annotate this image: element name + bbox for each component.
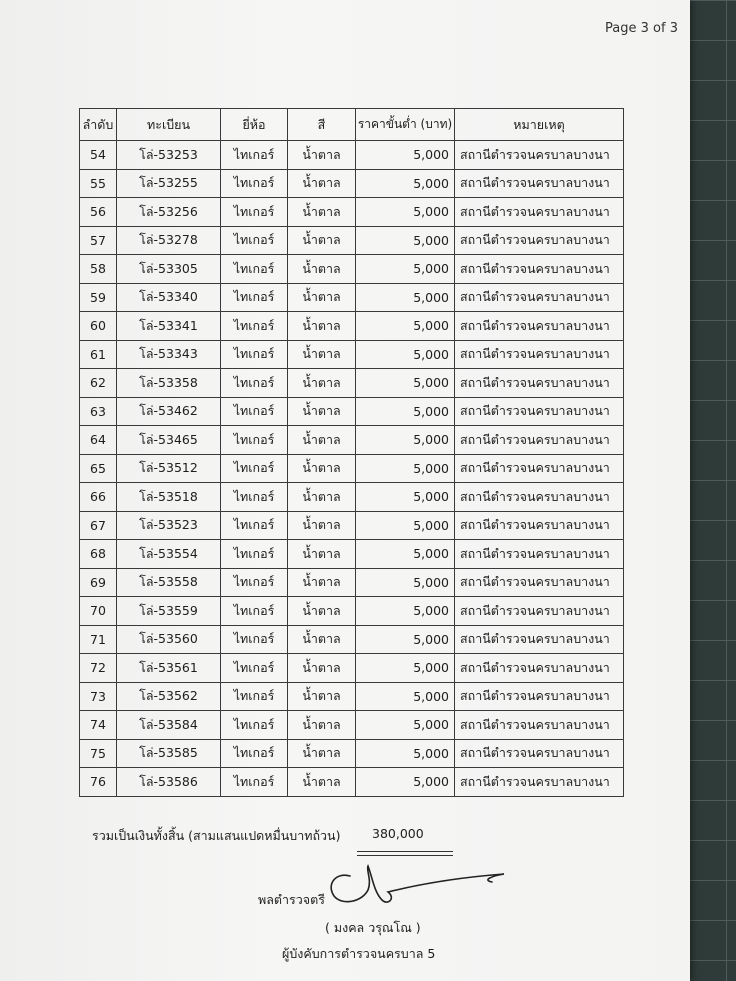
header-min-price: ราคาขั้นต่ำ (บาท) [356,109,455,141]
cell-number: 64 [80,426,117,455]
header-number: ลำดับ [80,109,117,141]
table-header-row [80,109,624,141]
cell-remark: สถานีตำรวจนครบาลบางนา [455,283,624,312]
table-row [80,711,624,740]
total-label: รวมเป็นเงินทั้งสิ้น (สามแสนแปดหมื่นบาทถ้วน) [92,828,341,843]
cell-min-price: 5,000 [356,198,455,227]
cell-remark: สถานีตำรวจนครบาลบางนา [455,711,624,740]
cell-number: 67 [80,511,117,540]
cell-color: น้ำตาล [288,711,356,740]
table-row [80,682,624,711]
table-row [80,654,624,683]
cell-number: 73 [80,682,117,711]
cell-color: น้ำตาล [288,426,356,455]
cell-number: 58 [80,255,117,284]
cell-remark: สถานีตำรวจนครบาลบางนา [455,540,624,569]
cell-remark: สถานีตำรวจนครบาลบางนา [455,369,624,398]
signer-position: ผู้บังคับการตำรวจนครบาล 5 [282,946,436,961]
header-color: สี [288,109,356,141]
cell-brand: ไทเกอร์ [221,682,288,711]
table-body [80,141,624,797]
cell-brand: ไทเกอร์ [221,255,288,284]
cell-brand: ไทเกอร์ [221,141,288,170]
cell-plate: โล่-53585 [117,739,221,768]
cell-plate: โล่-53341 [117,312,221,341]
cell-plate: โล่-53340 [117,283,221,312]
table-row [80,312,624,341]
cell-plate: โล่-53278 [117,226,221,255]
table-row [80,283,624,312]
cell-brand: ไทเกอร์ [221,397,288,426]
cell-brand: ไทเกอร์ [221,540,288,569]
table-row [80,568,624,597]
table-row [80,340,624,369]
cell-brand: ไทเกอร์ [221,454,288,483]
cell-min-price: 5,000 [356,340,455,369]
cell-brand: ไทเกอร์ [221,739,288,768]
cell-plate: โล่-53523 [117,511,221,540]
cell-number: 75 [80,739,117,768]
cell-remark: สถานีตำรวจนครบาลบางนา [455,397,624,426]
cell-min-price: 5,000 [356,226,455,255]
cell-color: น้ำตาล [288,226,356,255]
table-row [80,597,624,626]
cell-brand: ไทเกอร์ [221,568,288,597]
cell-remark: สถานีตำรวจนครบาลบางนา [455,511,624,540]
cell-number: 68 [80,540,117,569]
cell-min-price: 5,000 [356,597,455,626]
table-row [80,198,624,227]
cell-min-price: 5,000 [356,711,455,740]
cell-min-price: 5,000 [356,739,455,768]
page-number: Page 3 of 3 [605,21,678,36]
cell-remark: สถานีตำรวจนครบาลบางนา [455,597,624,626]
cell-number: 59 [80,283,117,312]
cell-min-price: 5,000 [356,369,455,398]
cell-brand: ไทเกอร์ [221,169,288,198]
cell-number: 69 [80,568,117,597]
cell-color: น้ำตาล [288,369,356,398]
cell-color: น้ำตาล [288,283,356,312]
cell-color: น้ำตาล [288,768,356,797]
cell-brand: ไทเกอร์ [221,654,288,683]
cell-min-price: 5,000 [356,654,455,683]
cell-min-price: 5,000 [356,426,455,455]
table-row [80,426,624,455]
cell-remark: สถานีตำรวจนครบาลบางนา [455,255,624,284]
table-row [80,226,624,255]
cell-plate: โล่-53255 [117,169,221,198]
cell-remark: สถานีตำรวจนครบาลบางนา [455,198,624,227]
cutting-mat-background [686,0,736,981]
header-plate: ทะเบียน [117,109,221,141]
cell-remark: สถานีตำรวจนครบาลบางนา [455,682,624,711]
table-row [80,169,624,198]
cell-color: น้ำตาล [288,454,356,483]
cell-color: น้ำตาล [288,397,356,426]
vehicle-table [79,108,624,797]
cell-color: น้ำตาล [288,255,356,284]
cell-plate: โล่-53554 [117,540,221,569]
cell-min-price: 5,000 [356,397,455,426]
cell-plate: โล่-53256 [117,198,221,227]
cell-color: น้ำตาล [288,540,356,569]
table-row [80,540,624,569]
cell-color: น้ำตาล [288,312,356,341]
cell-remark: สถานีตำรวจนครบาลบางนา [455,426,624,455]
cell-color: น้ำตาล [288,198,356,227]
cell-plate: โล่-53584 [117,711,221,740]
cell-color: น้ำตาล [288,739,356,768]
cell-min-price: 5,000 [356,255,455,284]
cell-color: น้ำตาล [288,483,356,512]
cell-number: 76 [80,768,117,797]
cell-plate: โล่-53462 [117,397,221,426]
cell-number: 54 [80,141,117,170]
cell-brand: ไทเกอร์ [221,625,288,654]
cell-number: 70 [80,597,117,626]
cell-min-price: 5,000 [356,483,455,512]
cell-remark: สถานีตำรวจนครบาลบางนา [455,739,624,768]
cell-min-price: 5,000 [356,768,455,797]
cell-color: น้ำตาล [288,568,356,597]
signer-name: ( มงคล วรุณโณ ) [325,920,421,935]
cell-min-price: 5,000 [356,169,455,198]
cell-remark: สถานีตำรวจนครบาลบางนา [455,340,624,369]
cell-number: 72 [80,654,117,683]
cell-color: น้ำตาล [288,625,356,654]
cell-color: น้ำตาล [288,511,356,540]
cell-color: น้ำตาล [288,682,356,711]
table-row [80,511,624,540]
cell-plate: โล่-53560 [117,625,221,654]
cell-plate: โล่-53559 [117,597,221,626]
table-row [80,369,624,398]
cell-remark: สถานีตำรวจนครบาลบางนา [455,625,624,654]
cell-color: น้ำตาล [288,597,356,626]
cell-plate: โล่-53512 [117,454,221,483]
cell-min-price: 5,000 [356,568,455,597]
cell-brand: ไทเกอร์ [221,483,288,512]
cell-plate: โล่-53465 [117,426,221,455]
table-row [80,739,624,768]
cell-plate: โล่-53343 [117,340,221,369]
cell-number: 62 [80,369,117,398]
cell-number: 66 [80,483,117,512]
table-row [80,397,624,426]
table-row [80,483,624,512]
header-remark: หมายเหตุ [455,109,624,141]
cell-plate: โล่-53358 [117,369,221,398]
cell-min-price: 5,000 [356,540,455,569]
cell-remark: สถานีตำรวจนครบาลบางนา [455,169,624,198]
cell-brand: ไทเกอร์ [221,511,288,540]
table-row [80,625,624,654]
cell-number: 71 [80,625,117,654]
cell-min-price: 5,000 [356,141,455,170]
cell-min-price: 5,000 [356,625,455,654]
cell-color: น้ำตาล [288,340,356,369]
cell-number: 65 [80,454,117,483]
cell-brand: ไทเกอร์ [221,312,288,341]
table-row [80,454,624,483]
cell-number: 60 [80,312,117,341]
cell-remark: สถานีตำรวจนครบาลบางนา [455,654,624,683]
cell-remark: สถานีตำรวจนครบาลบางนา [455,568,624,597]
cell-plate: โล่-53518 [117,483,221,512]
cell-plate: โล่-53305 [117,255,221,284]
cell-brand: ไทเกอร์ [221,226,288,255]
cell-min-price: 5,000 [356,312,455,341]
cell-plate: โล่-53253 [117,141,221,170]
double-underline [357,851,453,856]
cell-min-price: 5,000 [356,511,455,540]
cell-remark: สถานีตำรวจนครบาลบางนา [455,226,624,255]
cell-plate: โล่-53558 [117,568,221,597]
cell-min-price: 5,000 [356,682,455,711]
cell-color: น้ำตาล [288,141,356,170]
cell-remark: สถานีตำรวจนครบาลบางนา [455,454,624,483]
cell-min-price: 5,000 [356,454,455,483]
cell-plate: โล่-53561 [117,654,221,683]
header-brand: ยี่ห้อ [221,109,288,141]
cell-color: น้ำตาล [288,654,356,683]
cell-brand: ไทเกอร์ [221,426,288,455]
table-row [80,141,624,170]
cell-number: 74 [80,711,117,740]
cell-min-price: 5,000 [356,283,455,312]
cell-brand: ไทเกอร์ [221,768,288,797]
cell-number: 56 [80,198,117,227]
cell-plate: โล่-53562 [117,682,221,711]
total-amount: 380,000 [372,826,424,841]
cell-brand: ไทเกอร์ [221,283,288,312]
cell-number: 61 [80,340,117,369]
cell-brand: ไทเกอร์ [221,340,288,369]
cell-number: 55 [80,169,117,198]
cell-brand: ไทเกอร์ [221,369,288,398]
cell-brand: ไทเกอร์ [221,711,288,740]
cell-plate: โล่-53586 [117,768,221,797]
table-row [80,768,624,797]
cell-color: น้ำตาล [288,169,356,198]
cell-remark: สถานีตำรวจนครบาลบางนา [455,768,624,797]
signer-rank: พลตำรวจตรี [258,892,325,907]
cell-brand: ไทเกอร์ [221,597,288,626]
cell-number: 57 [80,226,117,255]
cell-number: 63 [80,397,117,426]
cell-remark: สถานีตำรวจนครบาลบางนา [455,312,624,341]
cell-remark: สถานีตำรวจนครบาลบางนา [455,141,624,170]
cell-remark: สถานีตำรวจนครบาลบางนา [455,483,624,512]
handwritten-signature [322,862,512,912]
table-row [80,255,624,284]
cell-brand: ไทเกอร์ [221,198,288,227]
